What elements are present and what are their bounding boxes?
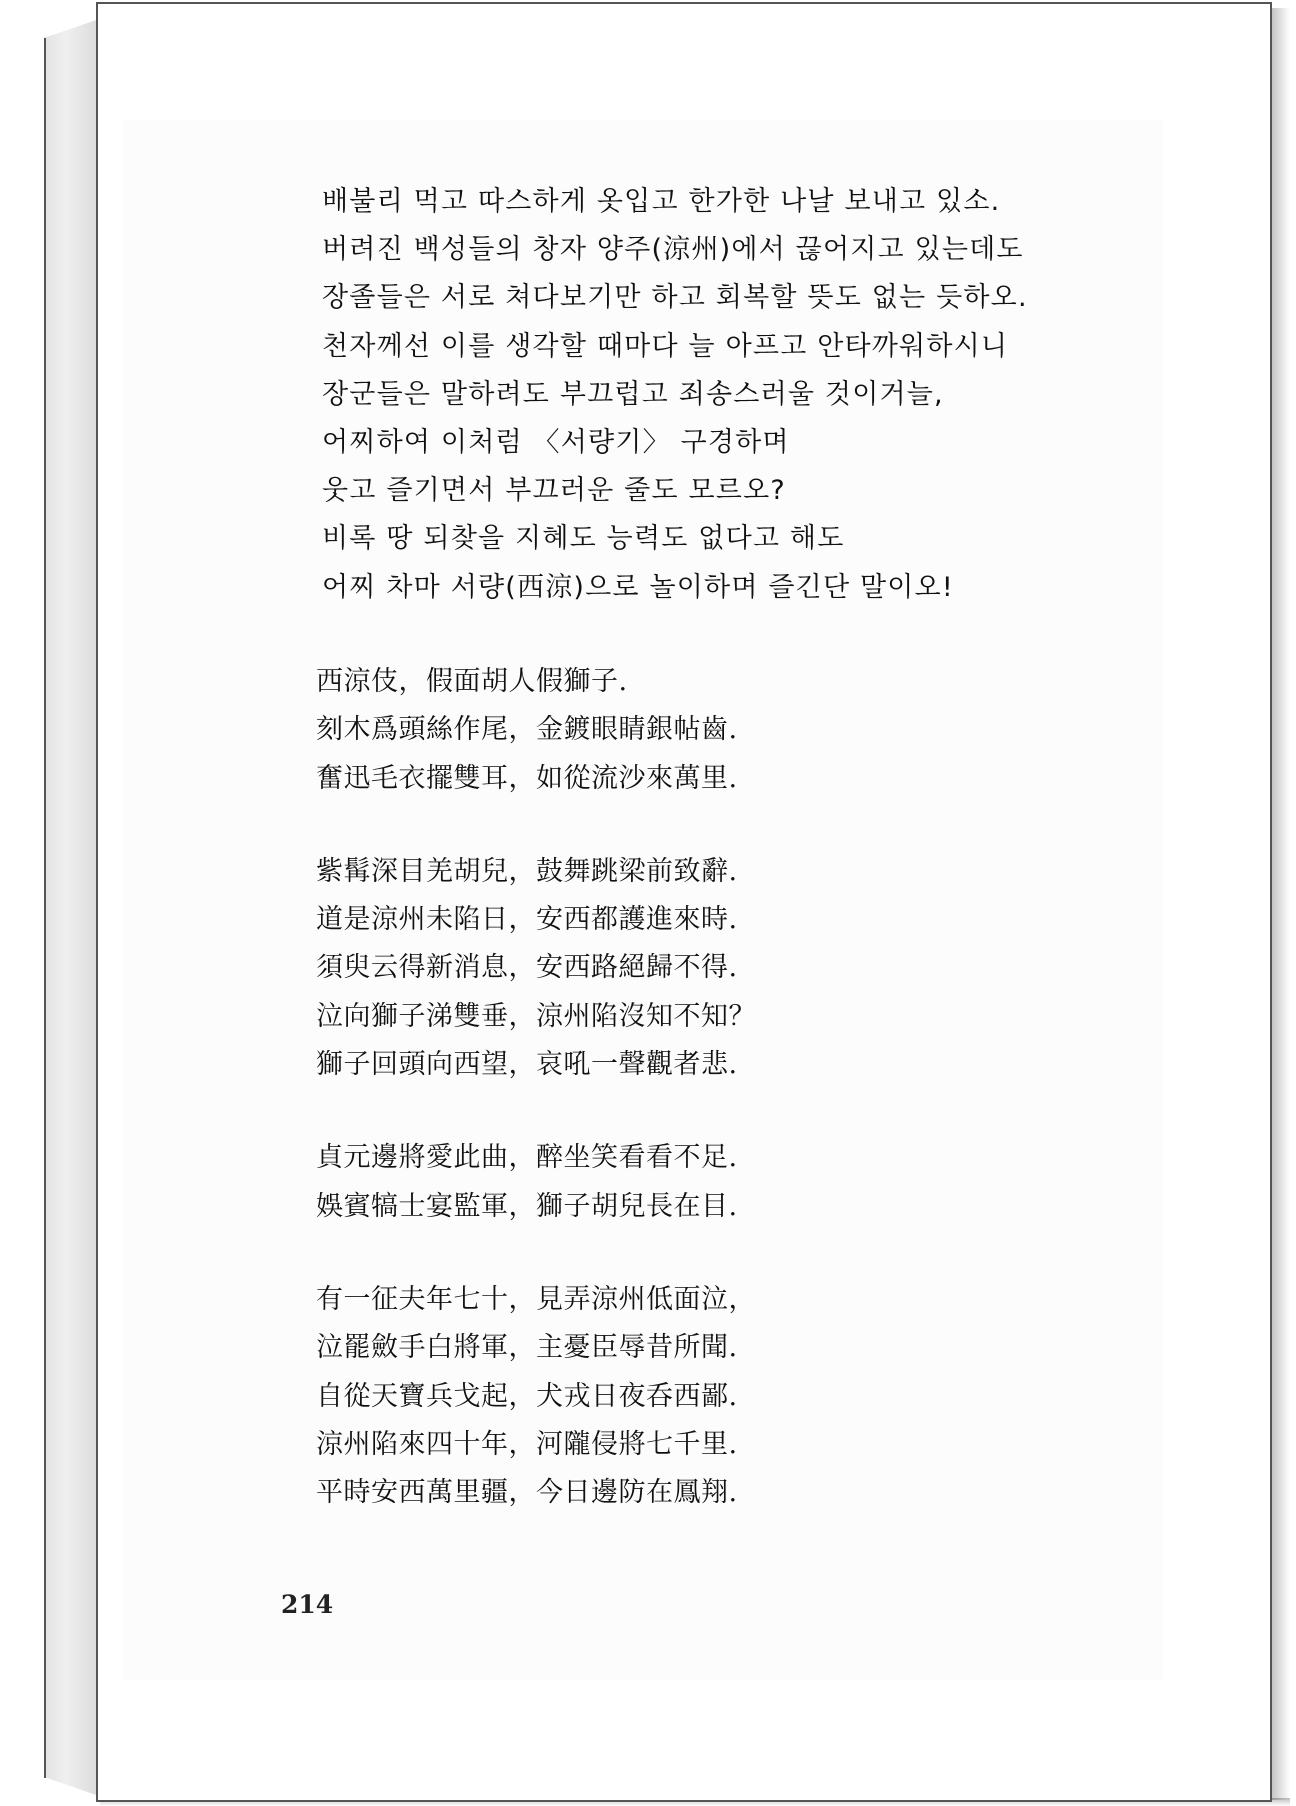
korean-line: 버려진 백성들의 창자 양주(涼州)에서 끊어지고 있는데도 [322,234,1024,266]
poem-line: 須臾云得新消息，安西路絕歸不得. [316,952,738,984]
poem-line: 道是涼州未陷日，安西都護進來時. [316,904,738,936]
korean-line: 비록 땅 되찾을 지혜도 능력도 없다고 해도 [322,523,845,555]
stanza [316,848,756,1089]
chinese-original [316,658,756,1562]
korean-line: 웃고 즐기면서 부끄러운 줄도 모르오? [322,475,786,507]
poem-line: 刻木爲頭絲作尾，金鍍眼睛銀帖齒. [316,714,738,746]
korean-line: 어찌하여 이처럼 〈서량기〉 구경하며 [322,426,790,458]
korean-line: 장군들은 말하려도 부끄럽고 죄송스러울 것이거늘, [322,378,944,410]
korean-line: 배불리 먹고 따스하게 옷입고 한가한 나날 보내고 있소. [322,186,1001,217]
korean-line: 장졸들은 서로 쳐다보기만 하고 회복할 뜻도 없는 듯하오. [322,282,1028,314]
poem-line: 涼州陷來四十年，河隴侵將七千里. [316,1428,738,1460]
book-spine [44,20,97,1795]
korean-translation [322,178,1028,612]
poem-line: 西涼伎，假面胡人假獅子. [316,666,628,697]
stanza [316,1276,756,1517]
page-number: 214 [281,1590,334,1619]
poem-line: 娛賓犒士宴監軍，獅子胡兒長在目. [316,1190,738,1222]
stanza [316,1134,756,1231]
spine-edge [44,38,46,1778]
poem-line: 泣罷斂手白將軍，主憂臣辱昔所聞. [316,1332,738,1364]
poem-line: 奮迅毛衣擺雙耳，如從流沙來萬里. [316,762,738,794]
poem-line: 自從天寶兵戈起，犬戎日夜呑西鄙. [316,1380,738,1412]
poem-line: 獅子回頭向西望，哀吼一聲觀者悲. [316,1049,738,1081]
poem-line: 紫髯深目羌胡兒，鼓舞跳梁前致辭. [316,855,738,887]
korean-line: 천자께선 이를 생각할 때마다 늘 아프고 안타까워하시니 [322,330,1009,362]
poem-line: 平時安西萬里疆，今日邊防在鳳翔. [316,1477,738,1509]
poem-line: 有一征夫年七十，見弄涼州低面泣， [316,1283,756,1315]
stanza [316,658,756,803]
korean-line: 어찌 차마 서량(西涼)으로 놀이하며 즐긴단 말이오! [322,571,954,603]
poem-line: 貞元邊將愛此曲，醉坐笑看看不足. [316,1142,738,1174]
poem-line: 泣向獅子涕雙垂，涼州陷沒知不知？ [316,1000,756,1032]
